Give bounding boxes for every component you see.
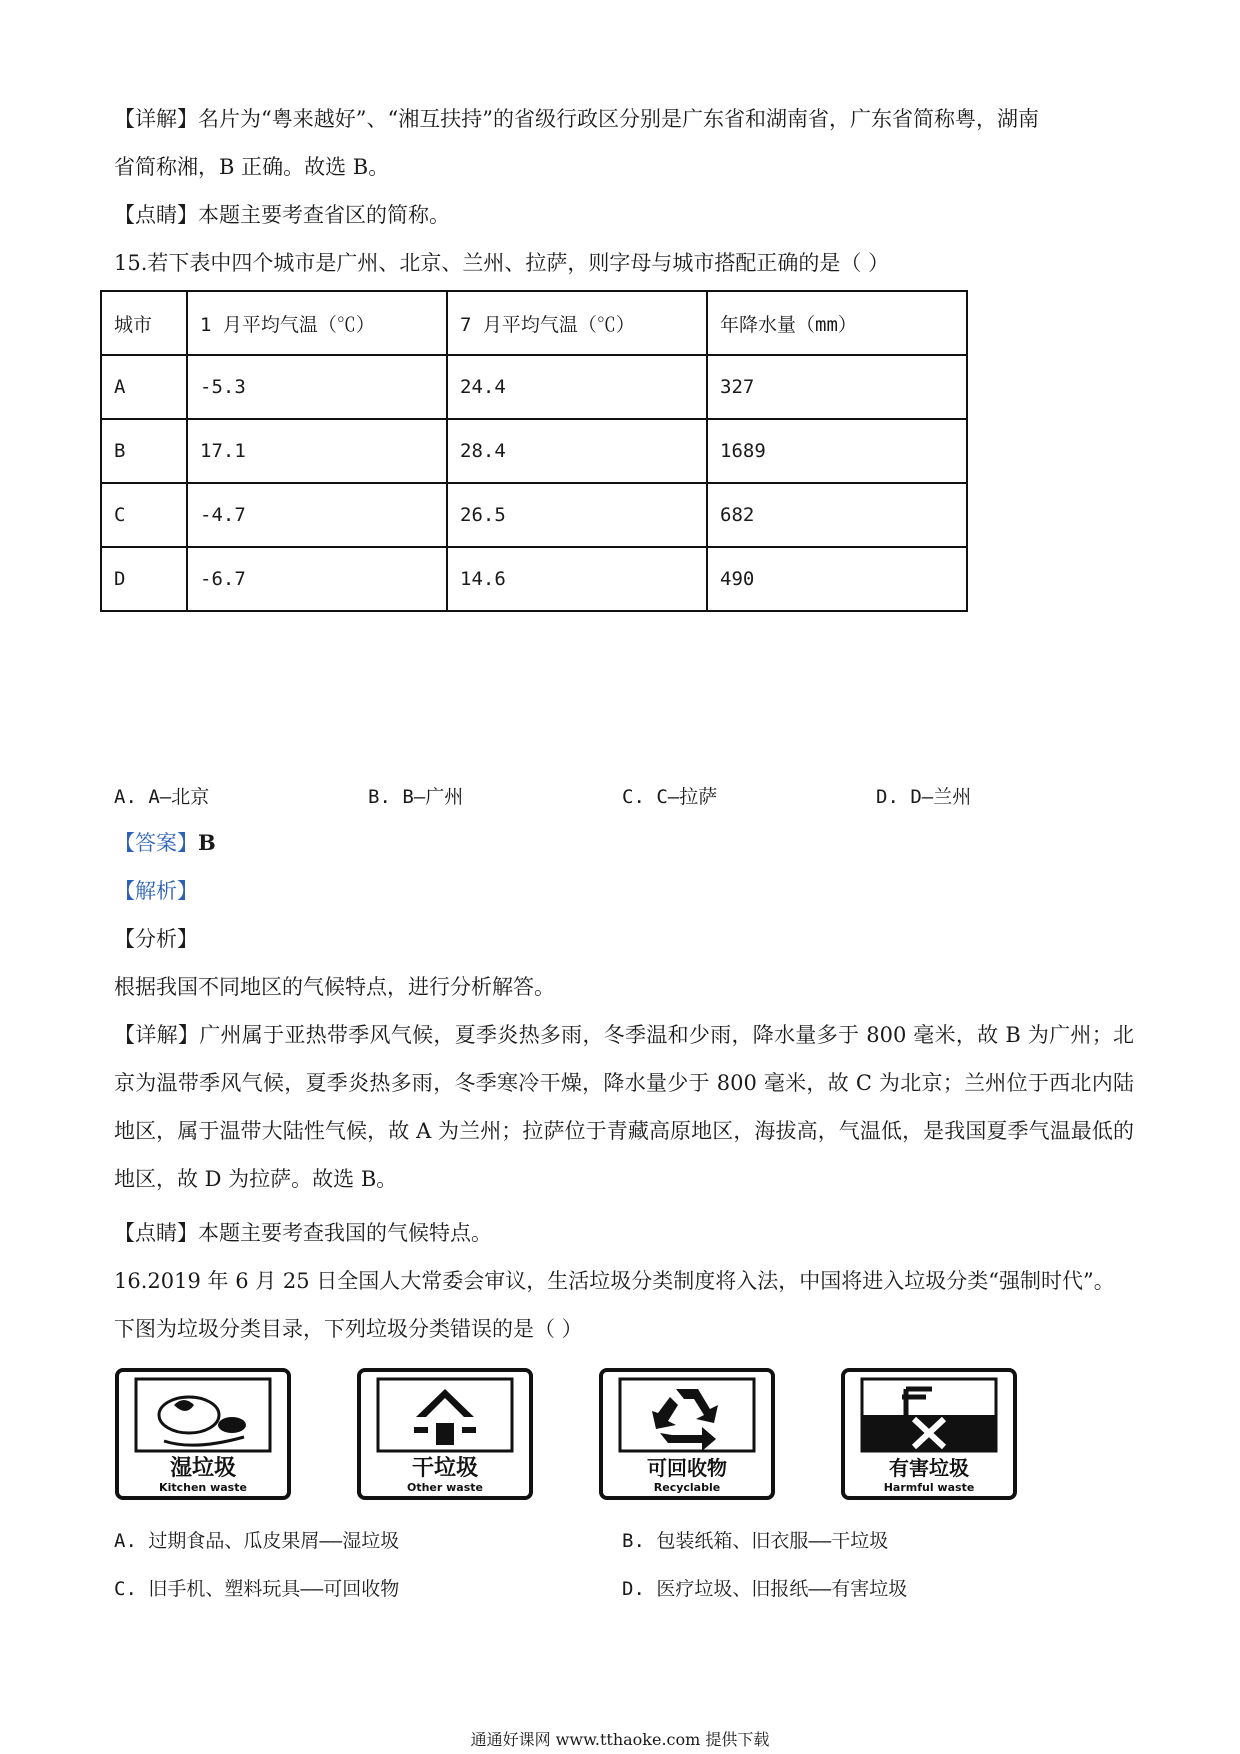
recycle-icon: [598, 1367, 776, 1501]
recyclable-sign: [598, 1367, 776, 1501]
table-cell: 1689: [707, 419, 967, 483]
bin-en-label: Recyclable: [653, 1481, 721, 1494]
q16-option-c: C. 旧手机、塑料玩具——可回收物: [114, 1578, 400, 1600]
q15-note: [114, 1218, 492, 1248]
q16-option-a: A. 过期食品、瓜皮果屑——湿垃圾: [114, 1530, 400, 1552]
bin-cn-label: 干垃圾: [411, 1456, 479, 1481]
table-row: [101, 547, 967, 611]
fenxi-tag: 【分析】: [114, 927, 198, 951]
note-tag: 【点睛】: [114, 1221, 198, 1245]
food-waste-icon: [114, 1367, 292, 1501]
q16-stem-line1: 16.2019 年 6 月 25 日全国人大常委会审议，生活垃圾分类制度将入法，中国将进入垃圾分类“强制时代”。: [114, 1269, 1115, 1293]
page-footer: 通通好课网 www.tthaoke.com 提供下载: [470, 1730, 770, 1749]
q15-option-a: A. A—北京: [114, 786, 210, 808]
table-row: [101, 483, 967, 547]
bin-en-label: Kitchen waste: [159, 1481, 247, 1494]
q15-option-b: B. B—广州: [368, 786, 464, 808]
table-cell: C: [101, 483, 187, 547]
table-header-cell: 年降水量（mm）: [707, 291, 967, 355]
detail-text: 名片为“粤来越好”、“湘互扶持”的省级行政区分别是广东省和湖南省，广东省简称粤，湖南: [198, 107, 1039, 131]
fenxi-text: 根据我国不同地区的气候特点，进行分析解答。: [114, 975, 555, 999]
bin-en-label: Harmful waste: [883, 1481, 975, 1494]
table-cell: 682: [707, 483, 967, 547]
prev-note: [114, 200, 450, 230]
table-header-row: [101, 291, 967, 355]
q16-option-d: D. 医疗垃圾、旧报纸——有害垃圾: [622, 1578, 908, 1600]
bin-cn-label: 湿垃圾: [169, 1456, 237, 1481]
table-header-cell: 1 月平均气温（℃）: [187, 291, 447, 355]
q16-option-b: B. 包装纸箱、旧衣服——干垃圾: [622, 1530, 889, 1552]
table-cell: D: [101, 547, 187, 611]
note-text: 本题主要考查省区的简称。: [198, 203, 450, 227]
q15-option-c: C. C—拉萨: [622, 786, 718, 808]
climate-table: [100, 290, 968, 612]
note-text: 本题主要考查我国的气候特点。: [198, 1221, 492, 1245]
table-cell: 17.1: [187, 419, 447, 483]
table-cell: 26.5: [447, 483, 707, 547]
q16-stem-line2: 下图为垃圾分类目录，下列垃圾分类错误的是（ ）: [114, 1317, 583, 1341]
table-cell: 490: [707, 547, 967, 611]
detail-tag: 【详解】: [114, 1023, 200, 1047]
bin-cn-label: 有害垃圾: [889, 1456, 969, 1480]
bin-en-label: Other waste: [406, 1481, 484, 1494]
other-waste-sign: [356, 1367, 534, 1501]
table-cell: 327: [707, 355, 967, 419]
table-cell: 24.4: [447, 355, 707, 419]
table-row: [101, 355, 967, 419]
q15-stem: 15.若下表中四个城市是广州、北京、兰州、拉萨，则字母与城市搭配正确的是（ ）: [114, 251, 890, 275]
table-header-cell: 城市: [101, 291, 187, 355]
other-waste-icon: [356, 1367, 534, 1501]
harmful-waste-icon: [840, 1367, 1018, 1501]
table-cell: -5.3: [187, 355, 447, 419]
table-row: [101, 419, 967, 483]
bin-cn-label: 可回收物: [647, 1456, 727, 1480]
q15-option-d: D. D—兰州: [876, 786, 972, 808]
table-cell: A: [101, 355, 187, 419]
answer-value: B: [198, 830, 216, 855]
table-cell: B: [101, 419, 187, 483]
kitchen-waste-sign: [114, 1367, 292, 1501]
harmful-waste-sign: [840, 1367, 1018, 1501]
answer-tag: 【答案】: [114, 831, 198, 855]
table-cell: 14.6: [447, 547, 707, 611]
table-cell: -6.7: [187, 547, 447, 611]
detail-text: 广州属于亚热带季风气候，夏季炎热多雨，冬季温和少雨，降水量多于 800 毫米，故 B 为广州；北京为温带季风气候，夏季炎热多雨，冬季寒冷干燥，降水量少于 800 毫米，故 C 为北京；兰州位于西北内陆地区，属于温带大陆性气候，故 A 为兰州；拉萨位于青藏高原地区，海拔高，气温低，是我国夏季气温最低的地区，故 D 为拉萨。故选 B。: [114, 1023, 1135, 1191]
table-header-cell: 7 月平均气温（℃）: [447, 291, 707, 355]
note-tag: 【点睛】: [114, 203, 198, 227]
table-cell: 28.4: [447, 419, 707, 483]
table-cell: -4.7: [187, 483, 447, 547]
q15-answer: [114, 828, 216, 858]
prev-detail-line2: 省简称湘，B 正确。故选 B。: [114, 155, 390, 179]
q15-detail: [114, 1011, 1134, 1203]
detail-tag: 【详解】: [114, 107, 198, 131]
prev-detail-line1: [114, 104, 1039, 134]
analysis-tag: 【解析】: [114, 879, 198, 903]
